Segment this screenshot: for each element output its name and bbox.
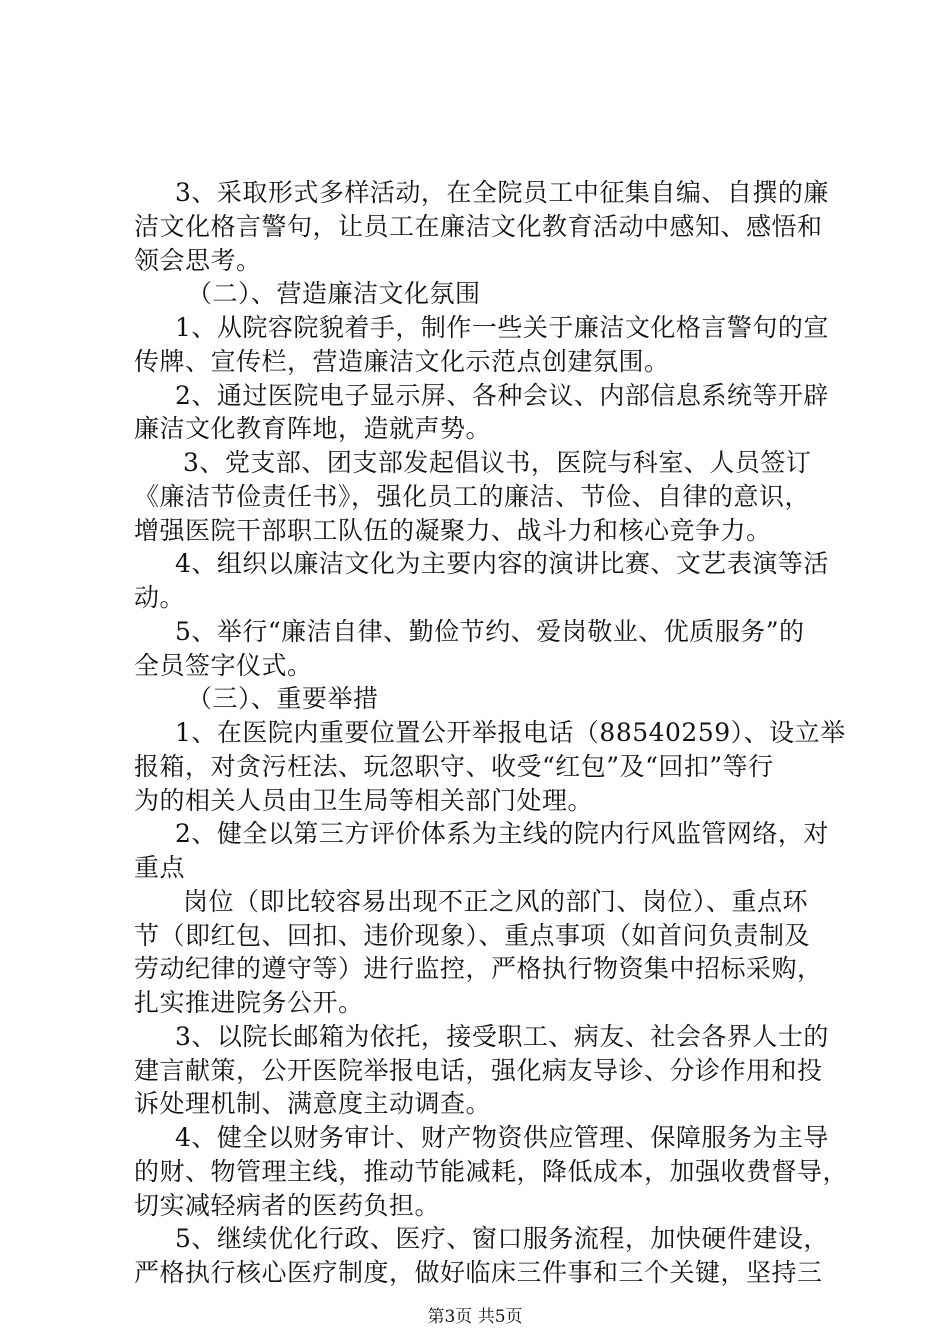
text-line: [0, 311, 950, 345]
text-line-content: 3、以院长邮箱为依托，接受职工、病友、社会各界人士的: [175, 1021, 829, 1051]
text-line: [0, 379, 950, 413]
text-line: [0, 446, 950, 480]
text-line: [0, 986, 950, 1020]
text-line-content: 的财、物管理主线，推动节能减耗，降低成本，加强收费督导，: [134, 1156, 849, 1186]
text-line: [0, 345, 950, 379]
text-line: [0, 649, 950, 683]
text-line: [0, 176, 950, 210]
text-line-content: （二）、营造廉洁文化氛围: [187, 279, 481, 309]
text-line-content: 劳动纪律的遵守等）进行监控，严格执行物资集中招标采购，: [134, 954, 823, 984]
text-line-content: 5、举行“廉洁自律、勤俭节约、爱岗敬业、优质服务”的: [175, 616, 805, 646]
text-line: [0, 412, 950, 446]
text-line-content: 动。: [134, 583, 186, 612]
text-line: [0, 1189, 950, 1223]
text-line: [0, 919, 950, 953]
text-line: [0, 1054, 950, 1088]
text-line-content: 领会思考。: [134, 245, 262, 275]
text-line-content: 切实减轻病者的医药负担。: [134, 1190, 441, 1220]
text-line-content: 1、从院容院貌着手，制作一些关于廉洁文化格言警句的宣: [175, 313, 829, 342]
text-line-content: 重点: [134, 853, 186, 882]
text-line: [0, 1087, 950, 1121]
text-line-content: 廉洁文化教育阵地，造就声势。: [134, 414, 492, 444]
text-line: [0, 210, 950, 244]
text-line-content: 严格执行核心医疗制度，做好临床三件事和三个关键，坚持三: [134, 1258, 823, 1287]
text-line-content: 4、健全以财务审计、财产物资供应管理、保障服务为主导: [175, 1123, 829, 1152]
text-line: [0, 682, 950, 716]
text-line-content: 洁文化格言警句，让员工在廉洁文化教育活动中感知、感悟和: [134, 211, 823, 241]
text-line-content: 诉处理机制、满意度主动调查。: [134, 1089, 492, 1119]
text-line-content: 2、通过医院电子显示屏、各种会议、内部信息系统等开辟: [175, 380, 829, 410]
text-line: [0, 1121, 950, 1155]
text-line: [0, 244, 950, 278]
text-line: [0, 1020, 950, 1054]
text-line-content: 1、在医院内重要位置公开举报电话（88540259）、设立举: [175, 718, 846, 747]
text-line: [0, 1155, 950, 1189]
text-line: [0, 1222, 950, 1256]
text-line-content: 建言献策，公开医院举报电话，强化病友导诊、分诊作用和投: [134, 1055, 823, 1085]
text-line-content: 全员签字仪式。: [134, 650, 313, 680]
text-line-content: 3、采取形式多样活动，在全院员工中征集自编、自撰的廉: [175, 178, 829, 207]
text-line: [0, 817, 950, 851]
text-line: [0, 547, 950, 581]
text-line: [0, 952, 950, 986]
text-line-content: 节（即红包、回扣、违价现象）、重点事项（如首问负责制及: [134, 920, 811, 950]
text-line: [0, 784, 950, 818]
text-line: [0, 581, 950, 615]
text-line: [0, 851, 950, 885]
text-line-content: 《廉洁节俭责任书》，强化员工的廉洁、节俭、自律的意识，: [134, 481, 811, 511]
text-line-content: 4、组织以廉洁文化为主要内容的演讲比赛、文艺表演等活: [175, 549, 829, 579]
text-line: [0, 480, 950, 514]
page-footer: 第3页 共5页: [427, 1307, 523, 1327]
text-line: [0, 885, 950, 919]
text-line: [0, 750, 950, 784]
text-line-content: 岗位（即比较容易出现不正之风的部门、岗位）、重点环: [183, 886, 809, 916]
text-line-content: 2、健全以第三方评价体系为主线的院内行风监管网络，对: [175, 819, 829, 849]
text-line-content: 报箱，对贪污枉法、玩忽职守、收受“红包”及“回扣”等行: [134, 751, 774, 781]
text-line-content: 3、党支部、团支部发起倡议书，医院与科室、人员签订: [183, 448, 812, 477]
text-line: [0, 1256, 950, 1290]
text-line-content: 扎实推进院务公开。: [134, 988, 364, 1017]
text-line: [0, 277, 950, 311]
text-line-content: 5、继续优化行政、医疗、窗口服务流程，加快硬件建设，: [175, 1224, 829, 1254]
text-line: [0, 514, 950, 548]
text-line-content: 增强医院干部职工队伍的凝聚力、战斗力和核心竞争力。: [134, 515, 772, 545]
text-line: [0, 716, 950, 750]
text-line: [0, 615, 950, 649]
text-line-content: 为的相关人员由卫生局等相关部门处理。: [134, 785, 594, 815]
text-line-content: （三）、重要举措: [187, 684, 379, 714]
text-line-content: 传牌、宣传栏，营造廉洁文化示范点创建氛围。: [134, 346, 670, 376]
